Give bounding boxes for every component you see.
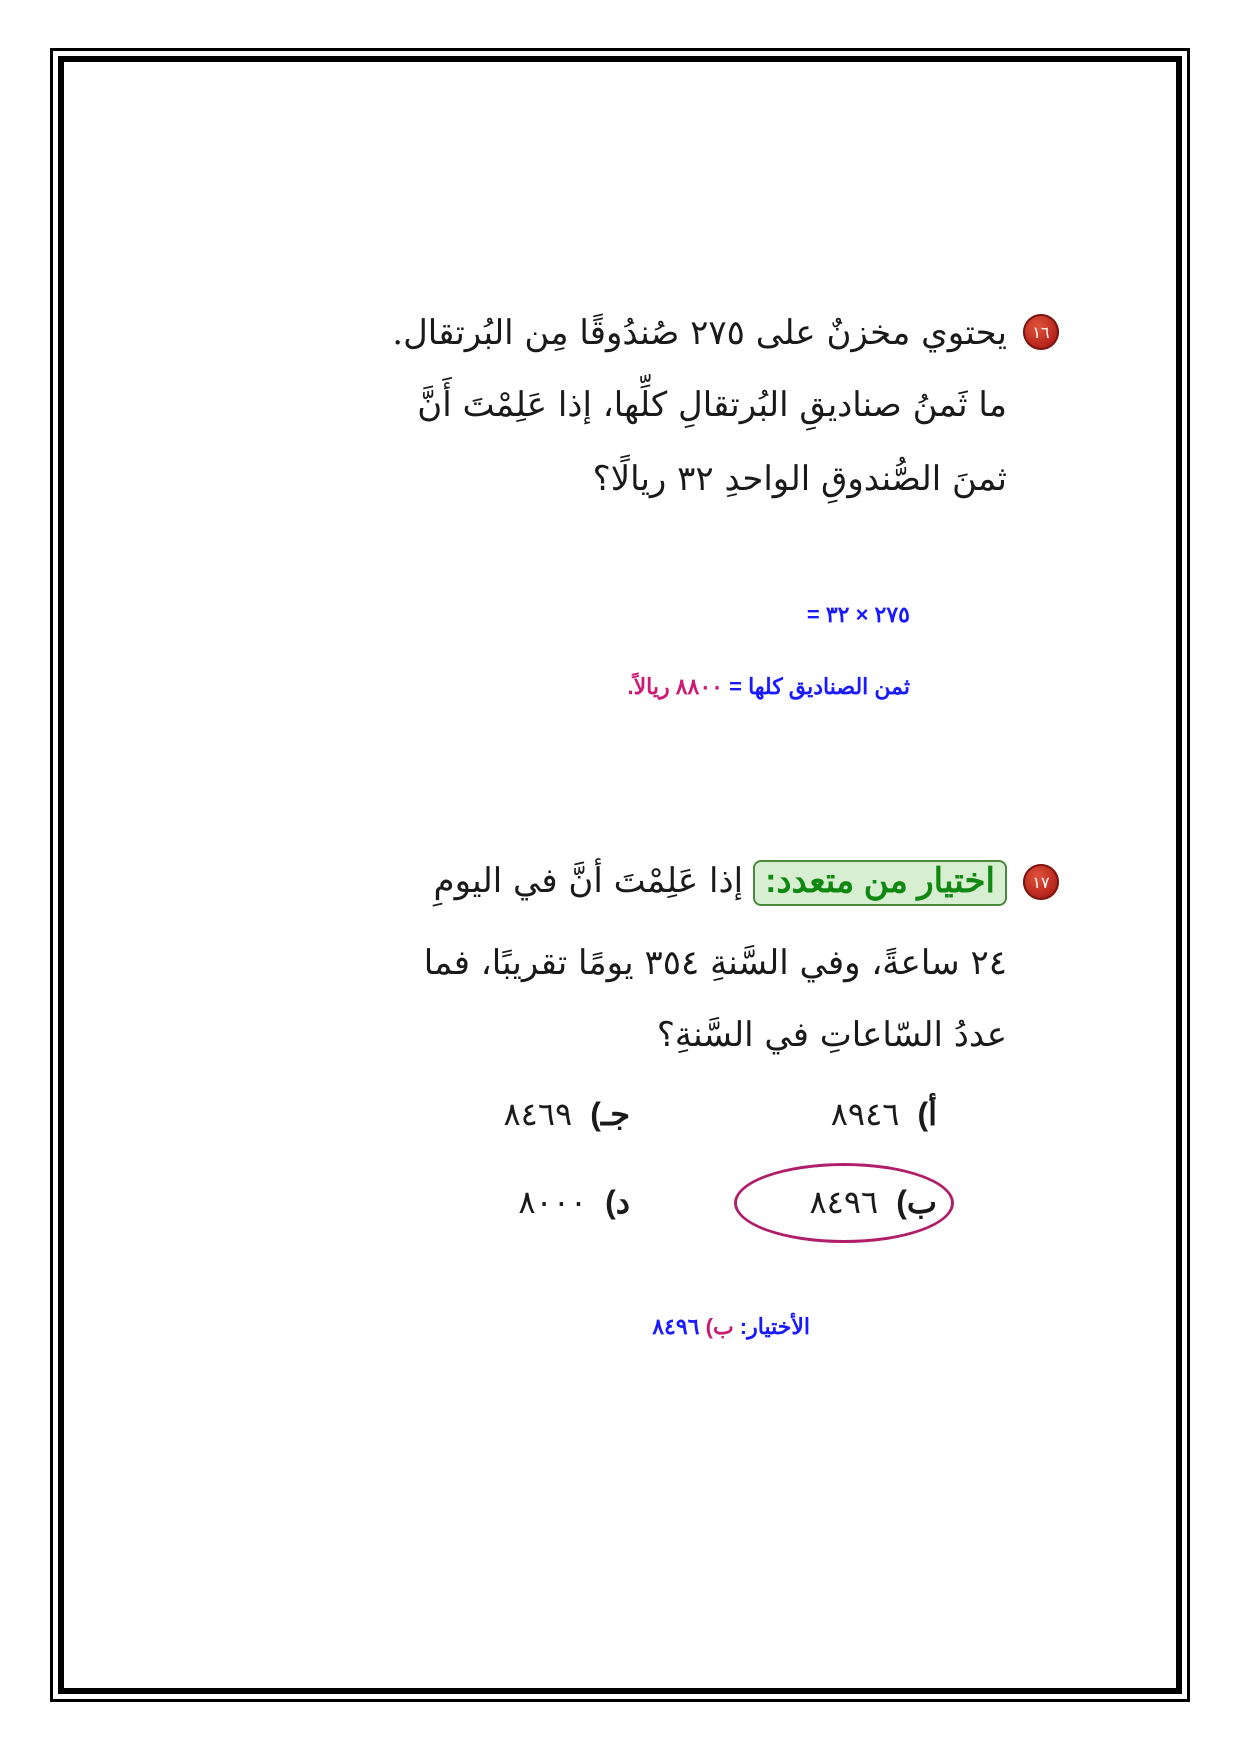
- selected-answer-circle: [734, 1163, 954, 1243]
- question-16-line-1: يحتوي مخزنٌ على ٢٧٥ صُندُوقًا مِن البُرتقال.: [392, 313, 1007, 353]
- answer-16: [627, 676, 910, 698]
- option-a-value: ٨٩٤٦: [830, 1095, 900, 1133]
- answer-16-value: ٨٨٠٠ ريالاً.: [627, 674, 723, 699]
- option-a[interactable]: [830, 1095, 937, 1133]
- answer-17-choice: ب): [705, 1314, 734, 1339]
- question-17-line-1: [434, 860, 1007, 906]
- option-c-value: ٨٤٦٩: [503, 1095, 573, 1133]
- question-17-line-1-text: إذا عَلِمْتَ أنَّ في اليومِ: [433, 861, 744, 901]
- answer-17-label: الأختيار:: [739, 1314, 810, 1339]
- question-16-line-3: ثمنَ الصُّندوقِ الواحدِ ٣٢ ريالًا؟: [592, 459, 1007, 499]
- answer-expression: ٢٧٥ × ٣٢ =: [806, 602, 910, 627]
- question-16-line-2: ما ثَمنُ صناديقِ البُرتقالِ كلِّها، إذا عَلِمْتَ أَنَّ: [417, 385, 1007, 425]
- option-b-label: ب): [896, 1184, 937, 1220]
- option-d-value: ٨٠٠٠: [518, 1183, 588, 1221]
- question-17-line-2: ٢٤ ساعةً، وفي السَّنةِ ٣٥٤ يومًا تقريبًا، فما: [423, 943, 1007, 983]
- option-b-value: ٨٤٩٦: [809, 1183, 879, 1221]
- option-a-label: أ): [917, 1096, 937, 1132]
- answer-16-label: ثمن الصناديق كلها =: [729, 674, 910, 699]
- question-number-badge: ١٧: [1023, 864, 1059, 900]
- option-c-label: جـ): [590, 1096, 630, 1132]
- multiple-choice-tag: اختيار من متعدد:: [753, 860, 1007, 906]
- answer-17: [652, 1316, 810, 1338]
- question-number-badge: ١٦: [1023, 314, 1059, 350]
- option-d-label: د): [605, 1184, 630, 1220]
- option-c[interactable]: [503, 1095, 630, 1133]
- answer-17-value: ٨٤٩٦: [652, 1314, 700, 1339]
- question-17-line-3: عددُ السّاعاتِ في السَّنةِ؟: [656, 1015, 1007, 1055]
- option-d[interactable]: [518, 1183, 630, 1221]
